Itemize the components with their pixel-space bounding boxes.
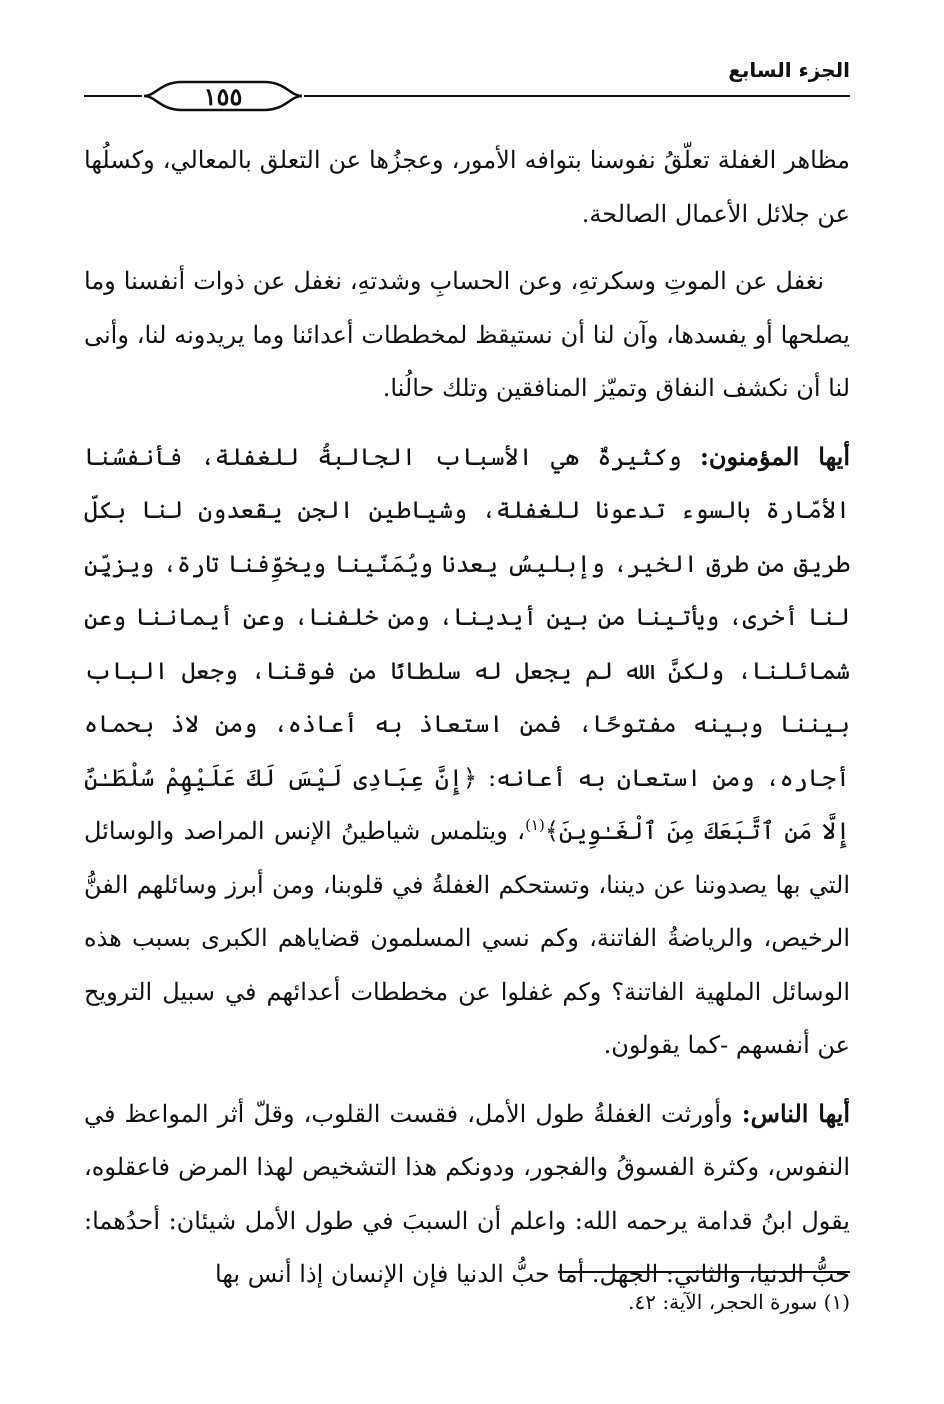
paragraph-3 [84,430,850,1073]
page-header [84,52,850,112]
paragraph-text: مظاهر الغفلة تعلّقُ نفوسنا بتوافه الأمور، وعجزُها عن التعلق بالمعالي، وكسلُها عن جلائل الأعمال الصالحة. [84,146,850,228]
paragraph-2 [84,255,850,416]
paragraph-lead: أيها المؤمنون: [700,441,850,471]
main-text [84,134,850,1316]
paragraph-text: وكثيرةٌ هي الأسباب الجالبةُ للغفلة، فأنفسُنا الأمّارة بالسوء تدعونا للغفلة، وشياطين الجن يقعدون لنا بكلّ طريق من طرق الخير، وإبليسُ يعدنا ويُمَنّينا ويخوِّفنا تارة، ويزيِّن لنا أخرى، ويأتينا من بين أيدينا، ومن خلفنا، وعن أيماننا وعن شمائلنا، ولكنَّ الله لم يجعل له سلطانًا من فوقنا، وجعل الباب بيننا وبينه مفتوحًا، فمن استعاذ به أعاذه، ومن لاذ بحماه أجاره، ومن استعان به أعانه: [84,442,850,792]
paragraph-1 [84,134,850,241]
footnote-reference: (١) [525,816,545,834]
footnote-rule [558,1271,850,1273]
paragraph-text: وأورثت الغفلةُ طول الأمل، فقست القلوب، وقلّ أثر المواعظ في النفوس، وكثرة الفسوقُ والفجور، ودونكم هذا التشخيص لهذا المرض فاعقلوه، يقول ابنُ قدامة يرحمه الله: واعلم أن السببَ في طول الأمل شيئان: أحدُهما: حبُّ الدنيا، والثاني: الجهل. أما حبُّ الدنيا فإن الإنسان إذا أنس بها [84,1099,851,1288]
paragraph-text: نغفل عن الموتِ وسكرتهِ، وعن الحسابِ وشدتهِ، نغفل عن ذوات أنفسنا وما يصلحها أو يفسدها، وآن لنا أن نستيقظ لمخططات أعدائنا وما يريدونه لنا، وأنى لنا أن نكشف النفاق وتميّز المنافقين وتلك حالُنا. [84,267,850,402]
page-number: ١٥٥ [203,82,243,111]
volume-title: الجزء السابع [728,58,850,82]
quran-verse: ﴿إِنَّ عِبَادِى لَيْسَ لَكَ عَلَيْهِمْ سُلْطَـٰنٌ إِلَّا مَنِ ٱتَّبَعَكَ مِنَ ٱلْغَـٰوِينَ﴾ [84,763,851,845]
paragraph-text: ، ويتلمس شياطينُ الإنس المراصد والوسائل التي بها يصدوننا عن ديننا، وتستحكم الغفلةُ في قلوبنا، ومن أبرز وسائلهم الفنُّ الرخيص، والرياضةُ الفاتنة، وكم نسي المسلمون قضاياهم الكبرى بسبب هذه الوسائل الملهية الفاتنة؟ وكم غفلوا عن مخططات أعدائهم في سبيل الترويح عن أنفسهم -كما يقولون. [84,817,850,1059]
page-number-frame [142,80,304,112]
paragraph-4 [84,1087,850,1302]
paragraph-lead: أيها الناس: [741,1098,850,1128]
footnote: (١) سورة الحجر، الآية: ٤٢. [628,1290,850,1314]
